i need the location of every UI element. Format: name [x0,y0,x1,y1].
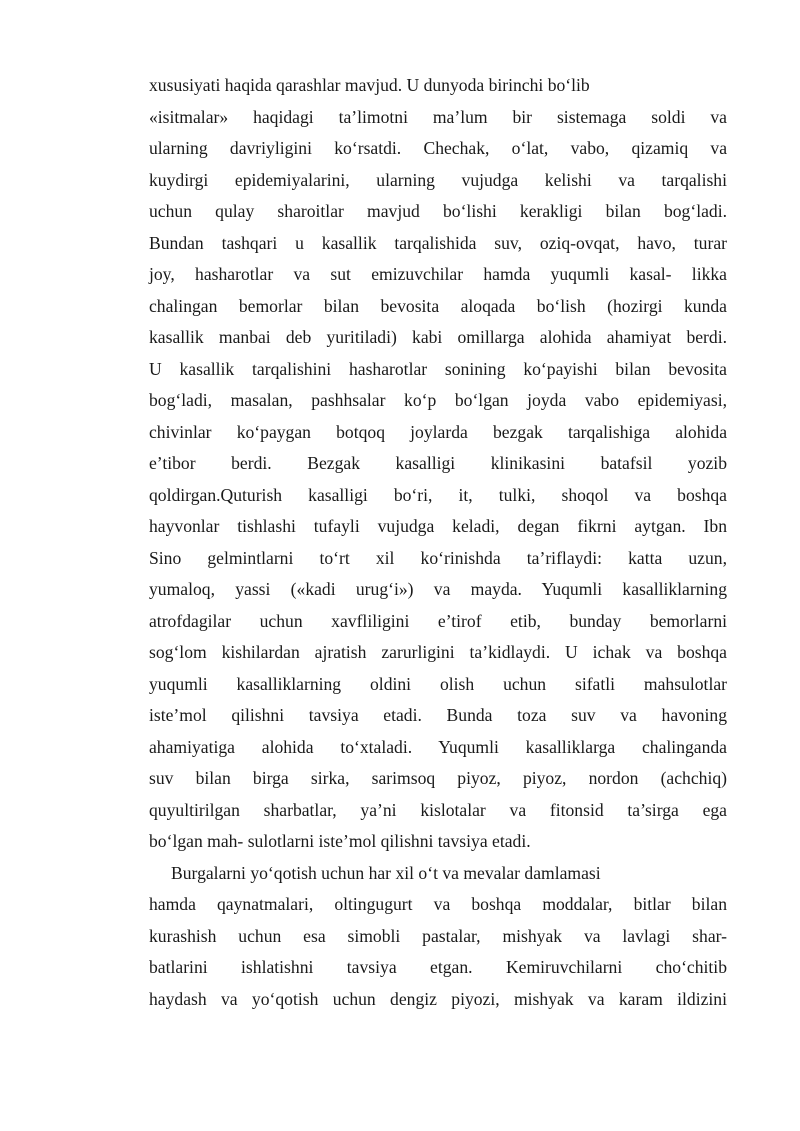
text-line: atrofdagilar uchun xavfliligini e’tirof etib, bunday bemorlarni [149,610,727,631]
text-line: chalingan bemorlar bilan bevosita aloqada bo‘lish (hozirgi kunda [149,295,727,316]
text-line: chivinlar ko‘paygan botqoq joylarda bezgak tarqalishiga alohida [149,421,727,442]
text-line: U kasallik tarqalishini hasharotlar sonining ko‘payishi bilan bevosita [149,358,727,379]
text-line: bo‘lgan mah- sulotlarni iste’mol qilishni tavsiya etadi. [149,831,531,851]
text-line: bog‘ladi, masalan, pashhsalar ko‘p bo‘lgan joyda vabo epidemiyasi, [149,390,727,410]
text-line: hamda qaynatmalari, oltingugurt va boshqa moddalar, bitlar bilan [149,894,727,914]
text-line: kurashish uchun esa simobli pastalar, mishyak va lavlagi shar- [149,925,727,946]
text-line: joy, hasharotlar va sut emizuvchilar hamda yuqumli kasal- likka [149,264,727,284]
text-line: yumaloq, yassi («kadi urug‘i») va mayda. Yuqumli kasalliklarning [149,579,727,599]
text-line: suv bilan birga sirka, sarimsoq piyoz, piyoz, nordon (achchiq) [149,768,727,788]
text-line: Sino gelmintlarni to‘rt xil ko‘rinishda ta’riflaydi: katta uzun, [149,547,727,568]
text-line: iste’mol qilishni tavsiya etadi. Bunda toza suv va havoning [149,705,727,725]
text-line: Bundan tashqari u kasallik tarqalishida suv, oziq-ovqat, havo, turar [149,232,727,253]
text-line: ularning davriyligini ko‘rsatdi. Chechak, o‘lat, vabo, qizamiq va [149,138,727,158]
text-line: yuqumli kasalliklarning oldini olish uchun sifatli mahsulotlar [149,673,727,694]
text-line: quyultirilgan sharbatlar, ya’ni kislotalar va fitonsid ta’sirga ega [149,799,727,820]
text-line: qoldirgan.Quturish kasalligi bo‘ri, it, tulki, shoqol va boshqa [149,484,727,505]
text-line: batlarini ishlatishni tavsiya etgan. Kemiruvchilarni cho‘chitib [149,957,727,977]
body-text [149,70,727,1015]
text-line: xususiyati haqida qarashlar mavjud. U dunyoda birinchi bo‘lib [149,75,590,95]
text-line: e’tibor berdi. Bezgak kasalligi klinikasini batafsil yozib [149,453,727,473]
text-line: haydash va yo‘qotish uchun dengiz piyozi, mishyak va karam ildizini [149,988,727,1009]
text-line: «isitmalar» haqidagi ta’limotni ma’lum bir sistemaga soldi va [149,106,727,127]
text-line: Burgalarni yo‘qotish uchun har xil o‘t va mevalar damlamasi [171,862,601,883]
text-line: sog‘lom kishilardan ajratish zarurligini ta’kidlaydi. U ichak va boshqa [149,642,727,662]
text-line: ahamiyatiga alohida to‘xtaladi. Yuqumli kasalliklarga chalinganda [149,736,727,757]
text-line: kasallik manbai deb yuritiladi) kabi omillarga alohida ahamiyat berdi. [149,327,727,347]
text-line: kuydirgi epidemiyalarini, ularning vujudga kelishi va tarqalishi [149,169,727,190]
text-line: uchun qulay sharoitlar mavjud bo‘lishi kerakligi bilan bog‘ladi. [149,201,727,221]
text-line: hayvonlar tishlashi tufayli vujudga keladi, degan fikrni aytgan. Ibn [149,516,727,536]
